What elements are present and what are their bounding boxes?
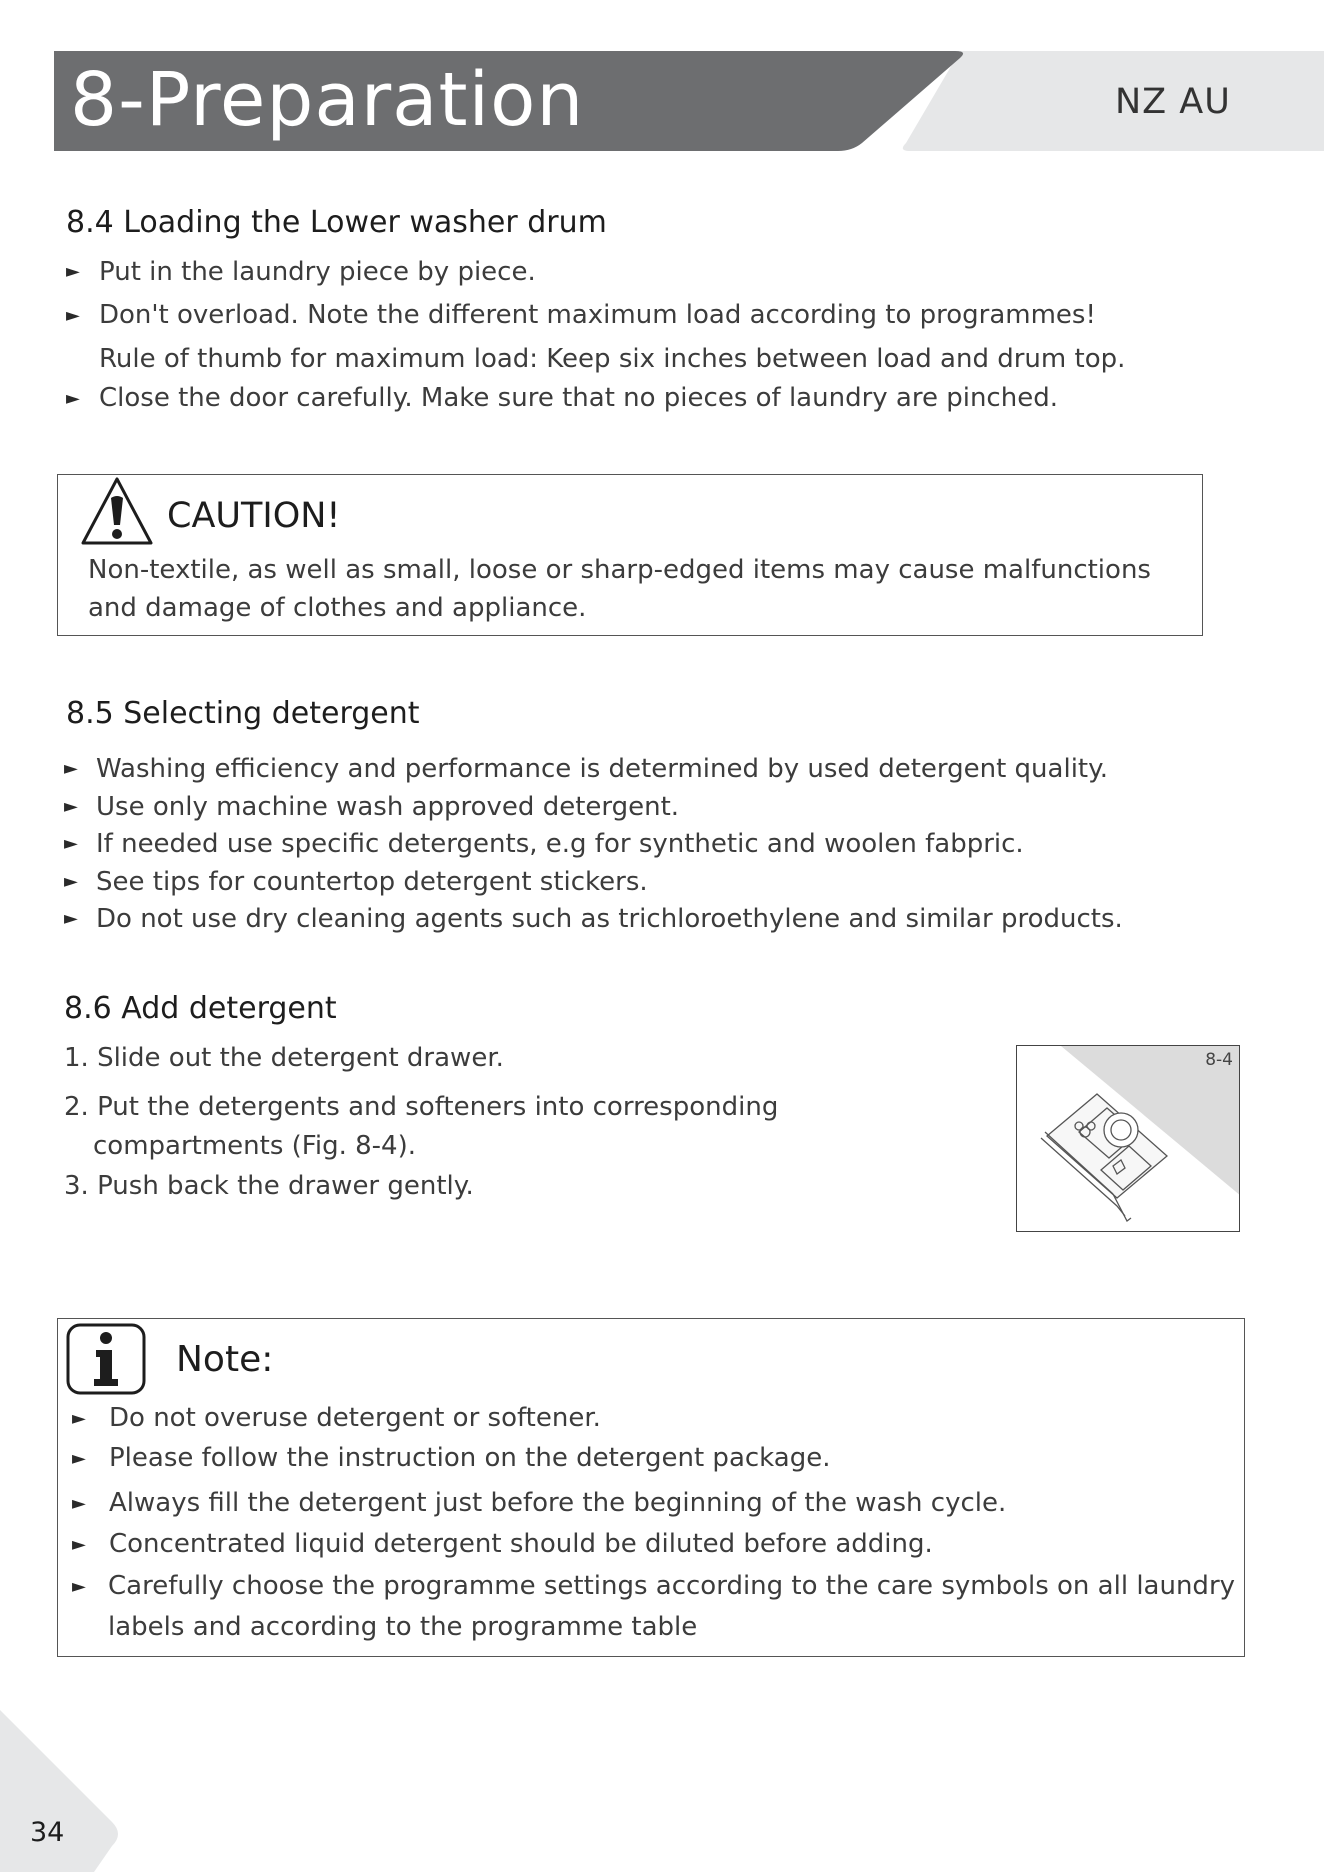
page-number: 34: [30, 1817, 65, 1848]
bullet-icon: ►: [72, 1408, 86, 1429]
bullet-icon: ►: [72, 1534, 86, 1555]
list-item: Concentrated liquid detergent should be diluted before adding.: [109, 1529, 933, 1559]
bullet-icon: ►: [66, 388, 80, 409]
list-item: Put in the laundry piece by piece.: [99, 257, 536, 287]
bullet-icon: ►: [72, 1493, 86, 1514]
list-item: Don't overload. Note the different maximum load according to programmes!: [99, 300, 1096, 330]
step-item: 3. Push back the drawer gently.: [64, 1171, 474, 1201]
list-item: Use only machine wash approved detergent.: [96, 792, 680, 822]
info-icon: [66, 1323, 146, 1395]
list-item-continuation: labels and according to the programme table: [108, 1612, 698, 1642]
step-item: 1. Slide out the detergent drawer.: [64, 1043, 504, 1073]
caution-title: CAUTION!: [167, 496, 341, 536]
list-item: Washing efficiency and performance is determined by used detergent quality.: [96, 754, 1109, 784]
page-title: 8-Preparation: [70, 57, 585, 143]
bullet-icon: ►: [64, 833, 78, 854]
list-item: Do not use dry cleaning agents such as trichloroethylene and similar products.: [96, 904, 1123, 934]
caution-text: and damage of clothes and appliance.: [88, 593, 587, 623]
bullet-icon: ►: [64, 758, 78, 779]
list-item-continuation: Rule of thumb for maximum load: Keep six inches between load and drum top.: [99, 344, 1126, 374]
section-8-5-heading: 8.5 Selecting detergent: [66, 696, 420, 731]
section-8-4-heading: 8.4 Loading the Lower washer drum: [66, 205, 607, 240]
note-title: Note:: [176, 1339, 274, 1380]
list-item: Always fill the detergent just before the beginning of the wash cycle.: [109, 1488, 1007, 1518]
list-item: Close the door carefully. Make sure that no pieces of laundry are pinched.: [99, 383, 1058, 413]
bullet-icon: ►: [72, 1448, 86, 1469]
page-corner-decoration: [0, 1700, 130, 1872]
warning-icon: [80, 476, 154, 548]
list-item: Do not overuse detergent or softener.: [109, 1403, 601, 1433]
bullet-icon: ►: [64, 908, 78, 929]
figure-label: 8-4: [1205, 1050, 1233, 1070]
bullet-icon: ►: [64, 796, 78, 817]
list-item: Carefully choose the programme settings according to the care symbols on all laundry: [108, 1571, 1236, 1601]
detergent-drawer-illustration: [1017, 1046, 1240, 1232]
step-item-continuation: compartments (Fig. 8-4).: [93, 1131, 416, 1161]
bullet-icon: ►: [66, 305, 80, 326]
list-item: See tips for countertop detergent stickers.: [96, 867, 648, 897]
list-item: Please follow the instruction on the detergent package.: [109, 1443, 831, 1473]
list-item: If needed use specific detergents, e.g for synthetic and woolen fabpric.: [96, 829, 1024, 859]
bullet-icon: ►: [72, 1576, 86, 1597]
caution-text: Non-textile, as well as small, loose or sharp-edged items may cause malfunctions: [88, 555, 1151, 585]
figure-8-4: [1016, 1045, 1240, 1232]
section-8-6-heading: 8.6 Add detergent: [64, 991, 337, 1026]
region-label: NZ AU: [1115, 82, 1231, 122]
step-item: 2. Put the detergents and softeners into corresponding: [64, 1092, 779, 1122]
bullet-icon: ►: [66, 261, 80, 282]
bullet-icon: ►: [64, 871, 78, 892]
